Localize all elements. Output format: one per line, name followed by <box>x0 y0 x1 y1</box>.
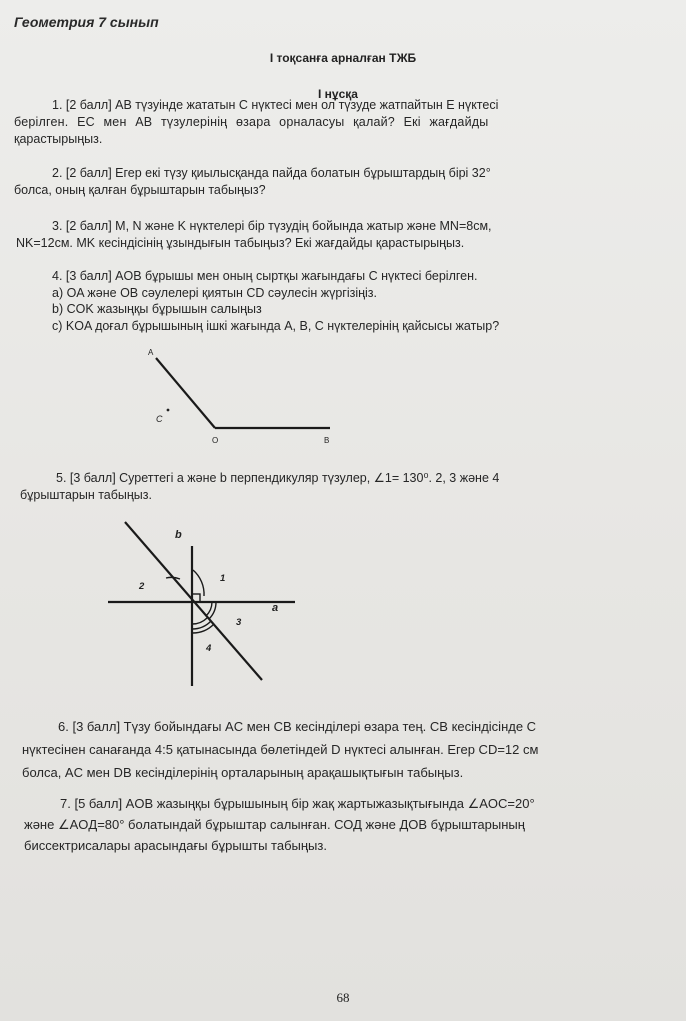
task-6 <box>22 715 662 784</box>
label-angle-3: 3 <box>236 617 242 628</box>
label-b: b <box>175 529 182 541</box>
task-line: бұрыштарын табыңыз. <box>20 488 152 502</box>
task-line: 5. [3 балл] Суреттегі a және b перпендикуляр түзулер, ∠1= 130⁰. 2, 3 және 4 <box>56 471 500 485</box>
task-line: нүктесінен санағанда 4:5 қатынасында бөлетіндей D нүктесі алынған. Егер CD=12 см <box>22 742 539 757</box>
task-line: қарастырыңыз. <box>14 132 103 146</box>
label-angle-2: 2 <box>139 581 145 592</box>
task-line: және ∠AOД=80° болатындай бұрыштар салынған. СОД және ДОВ бұрыштарының <box>24 817 525 832</box>
label-angle-4: 4 <box>206 643 212 654</box>
label-a: a <box>272 602 279 614</box>
task-line: берілген. ЕС мен АВ түзулерінің өзара орналасуы қалай? Екі жағдайды <box>14 115 489 129</box>
task-line: 2. [2 балл] Егер екі түзу қиылысқанда пайда болатын бұрыштардың бірі 32° <box>52 166 491 180</box>
task-5 <box>20 470 640 504</box>
task-line: a) OA және OB сәулелері қиятын CD сәулесін жүргізіңіз. <box>52 285 378 300</box>
task-line: NK=12см. MK кесіндісінің ұзындығын табыңыз? Екі жағдайды қарастырыңыз. <box>16 236 465 250</box>
angle-3-arc-1 <box>206 602 212 616</box>
task-4 <box>52 268 612 334</box>
test-title: І тоқсанға арналған ТЖБ <box>269 51 417 65</box>
label-o: O <box>212 436 219 445</box>
task-line: b) COK жазыңқы бұрышын салыңыз <box>52 302 262 316</box>
task-line: 6. [3 балл] Түзу бойындағы AC мен CB кесінділері өзара тең. CB кесіндісінде С <box>58 719 537 734</box>
task-line: биссектрисалары арасындағы бұрышты табыңыз. <box>24 838 327 853</box>
task-line: 1. [2 балл] АВ түзуінде жататын С нүктесі мен ол түзуде жатпайтын Е нүктесі <box>52 98 499 112</box>
ray-oa <box>156 358 215 428</box>
task-line: 4. [3 балл] AOB бұрышы мен оның сыртқы жағындағы С нүктесі берілген. <box>52 269 478 283</box>
angle-1-arc <box>193 570 204 596</box>
task-line: болса, AC мен DB кесінділерінің орталарының арақашықтығын табыңыз. <box>22 765 464 780</box>
point-c <box>167 409 170 412</box>
task-1 <box>14 97 614 148</box>
task-7 <box>24 793 664 856</box>
task-line: болса, оның қалған бұрыштарын табыңыз? <box>14 183 266 197</box>
label-angle-1: 1 <box>220 573 226 584</box>
page-number: 68 <box>336 990 350 1005</box>
subject-header: Геометрия 7 сынып <box>14 14 159 30</box>
variant-label: І нұсқа <box>318 87 358 101</box>
task-3 <box>16 218 616 252</box>
task-line: c) KOA доғал бұрышының ішкі жағында A, B, C нүктелерінің қайсысы жатыр? <box>52 318 500 333</box>
angle-4-arc-1 <box>192 618 207 624</box>
label-b: B <box>324 436 330 445</box>
figure-perpendicular-lines <box>100 518 300 688</box>
task-line: 3. [2 балл] M, N және K нүктелері бір түзудің бойында жатыр және MN=8см, <box>52 219 492 233</box>
label-a: A <box>148 348 154 357</box>
figure-angle-aob <box>140 343 340 453</box>
task-line: 7. [5 балл] AOB жазыңқы бұрышының бір жақ жартыжазықтығында ∠AOC=20° <box>60 796 535 811</box>
task-2 <box>14 165 614 199</box>
label-c: C <box>156 414 163 424</box>
